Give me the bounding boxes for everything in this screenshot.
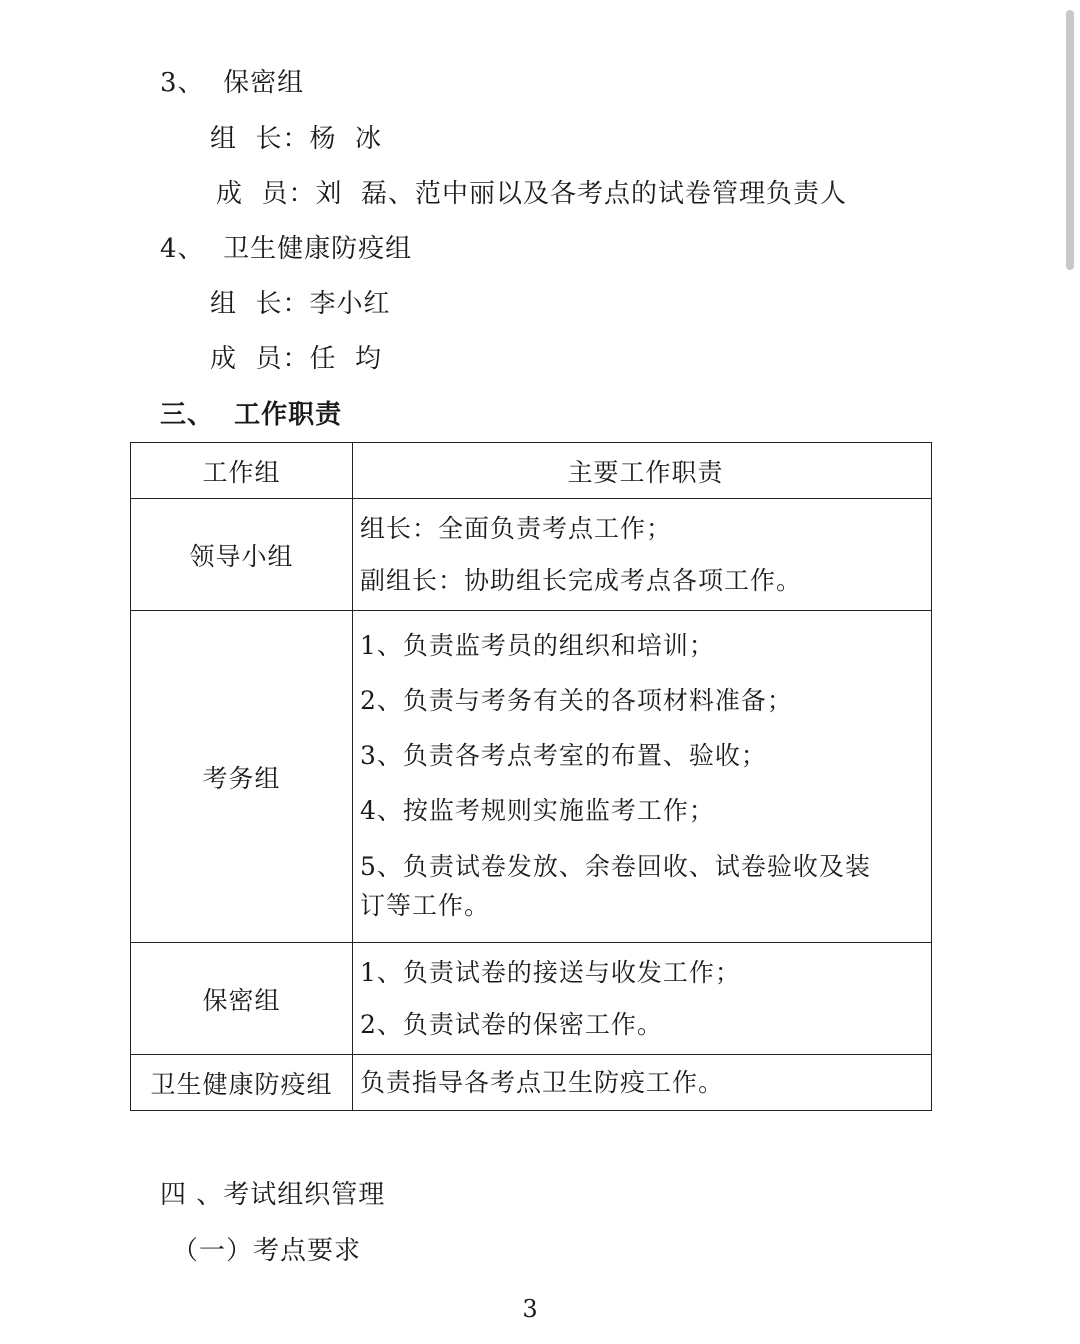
duty-line: 3、负责各考点考室的布置、验收； bbox=[360, 741, 767, 770]
table-row bbox=[131, 499, 932, 611]
header-cell-group: 工作组 bbox=[131, 443, 353, 499]
scrollbar[interactable] bbox=[1066, 10, 1074, 270]
group-cell: 考务组 bbox=[131, 611, 353, 943]
section-4-leader: 组 长：李小红 bbox=[210, 289, 391, 319]
group-cell: 领导小组 bbox=[131, 499, 353, 611]
table-row bbox=[131, 1055, 932, 1111]
duty-line: 2、负责试卷的保密工作。 bbox=[360, 1009, 663, 1039]
duty-line: 4、按监考规则实施监考工作； bbox=[360, 796, 715, 825]
duties-cell bbox=[353, 1055, 932, 1111]
section-3-members: 成 员：刘 磊、范中丽以及各考点的试卷管理负责人 bbox=[216, 179, 848, 209]
part-3-heading: 三、 工作职责 bbox=[160, 400, 343, 430]
duty-line: 5、负责试卷发放、余卷回收、试卷验收及装 bbox=[360, 852, 871, 881]
subsection-1-heading: （一）考点要求 bbox=[172, 1236, 362, 1266]
duty-line: 负责指导各考点卫生防疫工作。 bbox=[360, 1067, 725, 1097]
group-cell: 卫生健康防疫组 bbox=[131, 1055, 353, 1111]
duties-cell bbox=[353, 611, 932, 943]
page-number: 3 bbox=[522, 1295, 538, 1323]
group-cell: 保密组 bbox=[131, 943, 353, 1055]
part-4-heading: 四 、考试组织管理 bbox=[160, 1180, 386, 1210]
duty-line: 订等工作。 bbox=[360, 891, 491, 920]
table-row bbox=[131, 611, 932, 943]
table-header-row bbox=[131, 443, 932, 499]
duties-cell bbox=[353, 499, 932, 611]
table-row bbox=[131, 943, 932, 1055]
duty-line: 1、负责试卷的接送与收发工作； bbox=[360, 957, 741, 987]
section-4-members: 成 员：任 均 bbox=[210, 344, 383, 374]
section-3-heading: 3、 保密组 bbox=[160, 68, 305, 98]
duty-line: 副组长：协助组长完成考点各项工作。 bbox=[360, 565, 803, 595]
section-4-heading: 4、 卫生健康防疫组 bbox=[160, 234, 413, 264]
duty-line: 2、负责与考务有关的各项材料准备； bbox=[360, 686, 793, 715]
duty-table bbox=[130, 442, 932, 1111]
duty-line: 组长：全面负责考点工作； bbox=[360, 513, 673, 543]
duties-cell bbox=[353, 943, 932, 1055]
duty-line: 1、负责监考员的组织和培训； bbox=[360, 631, 715, 660]
header-cell-duties: 主要工作职责 bbox=[353, 443, 932, 499]
section-3-leader: 组 长：杨 冰 bbox=[210, 124, 383, 154]
